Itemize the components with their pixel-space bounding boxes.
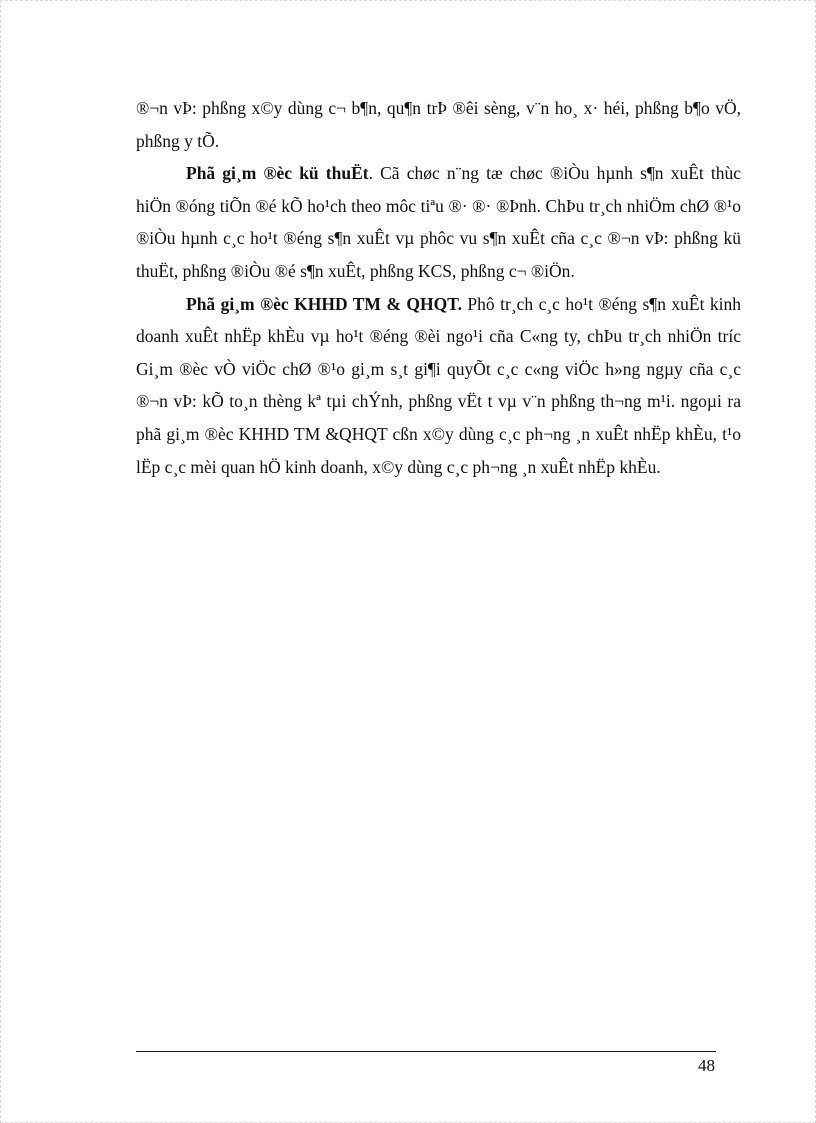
document-body	[136, 92, 741, 483]
footer-divider	[136, 1051, 716, 1052]
paragraph-2	[136, 157, 741, 287]
paragraph-3	[136, 288, 741, 484]
paragraph-1	[136, 92, 741, 157]
paragraph-2-text: . Cã chøc n¨ng tæ chøc ®iÒu hµnh s¶n xuÊt thùc hiÖn ®óng tiÕn ®é kÕ ho¹ch theo môc tiªu ®· ®· ®Þnh. ChÞu tr¸ch nhiÖm chØ ®¹o ®iÒu hµnh c¸c ho¹t ®éng s¶n xuÊt vµ phôc vu s¶n xuÊt cña c¸c ®¬n vÞ: phßng kü thuËt, phßng ®iÒu ®é s¶n xuÊt, phßng KCS, phßng c¬ ®iÖn.	[136, 163, 742, 281]
paragraph-3-lead: Phã gi¸m ®èc KHHD TM & QHQT.	[186, 293, 462, 314]
paragraph-2-lead: Phã gi¸m ®èc kü thuËt	[186, 163, 369, 184]
paragraph-1-text: ®¬n vÞ: phßng x©y dùng c¬ b¶n, qu¶n trÞ ®êi sèng, v¨n ho¸ x· héi, phßng b¶o vÖ, phßng y tÕ.	[136, 98, 741, 151]
page-number: 48	[698, 1056, 715, 1075]
paragraph-3-text: Phô tr¸ch c¸c ho¹t ®éng s¶n xuÊt kinh doanh xuÊt nhËp khÈu vµ ho¹t ®éng ®èi ngo¹i cña C«ng ty, chÞu tr¸ch nhiÖn tríc Gi¸m ®èc vÒ viÖc chØ ®¹o gi¸m s¸t gi¶i quyÕt c¸c c«ng viÖc h»ng ngµy cña c¸c ®¬n vÞ: kÕ to¸n thèng kª tµi chÝnh, phßng vËt t vµ v¨n phßng th¬ng m¹i. ngoµi ra phã gi¸m ®èc KHHD TM &QHQT cßn x©y dùng c¸c ph¬ng ¸n xuÊt nhËp khÈu, t¹o lËp c¸c mèi quan hÖ kinh doanh, x©y dùng c¸c ph¬ng ¸n xuÊt nhËp khÈu.	[136, 293, 741, 477]
